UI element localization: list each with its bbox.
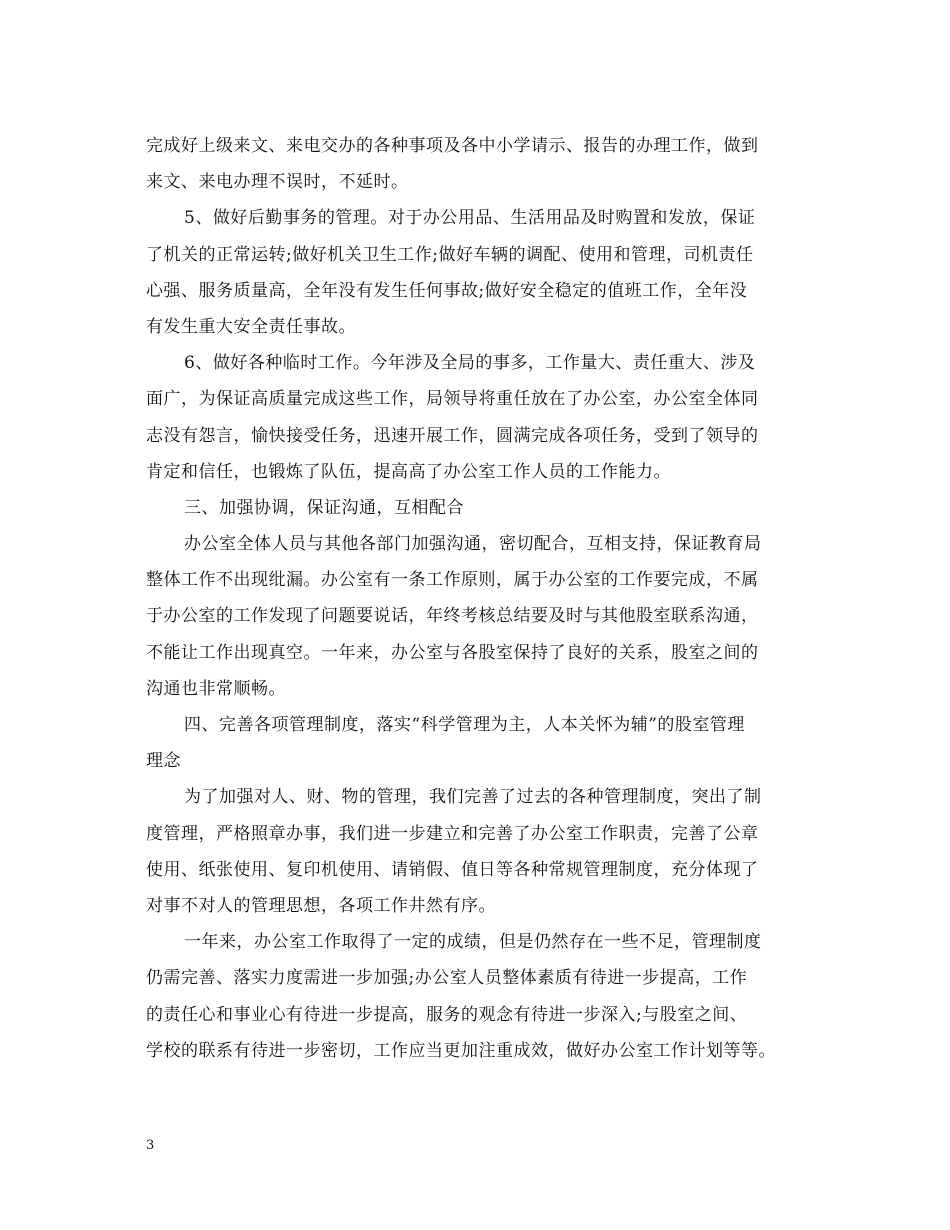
text-line: 不能让工作出现真空。一年来，办公室与各股室保持了良好的关系，股室之间的 — [146, 642, 759, 663]
text-line: 于办公室的工作发现了问题要说话，年终考核总结要及时与其他股室联系沟通， — [146, 606, 759, 627]
text-line: 了机关的正常运转;做好机关卫生工作;做好车辆的调配、使用和管理，司机责任 — [146, 244, 754, 265]
text-line: 度管理，严格照章办事，我们进一步建立和完善了办公室工作职责，完善了公章 — [146, 823, 759, 844]
text-line: 心强、服务质量高，全年没有发生任何事故;做好安全稳定的值班工作，全年没 — [146, 280, 748, 301]
text-line: 整体工作不出现纰漏。办公室有一条工作原则，属于办公室的工作要完成，不属 — [146, 570, 759, 591]
text-line: 学校的联系有待进一步密切，工作应当更加注重成效，做好办公室工作计划等等。 — [146, 1040, 776, 1061]
text-line: 对事不对人的管理思想，各项工作井然有序。 — [146, 895, 496, 916]
text-line: 面广，为保证高质量完成这些工作，局领导将重任放在了办公室，办公室全体同 — [146, 389, 759, 410]
text-line: 完成好上级来文、来电交办的各种事项及各中小学请示、报告的办理工作，做到 — [146, 136, 759, 156]
text-line: 有发生重大安全责任事故。 — [146, 316, 356, 337]
text-line: 志没有怨言，愉快接受任务，迅速开展工作，圆满完成各项任务，受到了领导的 — [146, 425, 759, 446]
text-line: 5、做好后勤事务的管理。对于办公用品、生活用品及时购置和发放，保证 — [184, 208, 756, 229]
page-number: 3 — [146, 1138, 155, 1153]
text-line: 四、完善各项管理制度，落实“科学管理为主，人本关怀为辅”的股室管理 — [184, 715, 745, 735]
text-line: 三、加强协调，保证沟通，互相配合 — [184, 497, 464, 518]
text-line: 肯定和信任，也锻炼了队伍，提高高了办公室工作人员的工作能力。 — [146, 461, 671, 482]
text-line: 为了加强对人、财、物的管理，我们完善了过去的各种管理制度，突出了制 — [184, 787, 762, 808]
text-line: 使用、纸张使用、复印机使用、请销假、值日等各种常规管理制度，充分体现了 — [146, 859, 759, 880]
text-line: 沟通也非常顺畅。 — [146, 678, 286, 699]
text-line: 理念 — [146, 751, 181, 772]
text-line: 办公室全体人员与其他各部门加强沟通，密切配合，互相支持，保证教育局 — [184, 534, 762, 555]
document-body — [146, 128, 822, 1069]
text-line: 来文、来电办理不误时，不延时。 — [146, 172, 409, 193]
text-line: 6、做好各种临时工作。今年涉及全局的事多，工作量大、责任重大、涉及 — [184, 353, 756, 374]
text-line: 仍需完善、落实力度需进一步加强;办公室人员整体素质有待进一步提高，工作 — [146, 968, 748, 989]
text-line: 的责任心和事业心有待进一步提高，服务的观念有待进一步深入;与股室之间、 — [146, 1004, 748, 1025]
text-line: 一年来，办公室工作取得了一定的成绩，但是仍然存在一些不足，管理制度 — [184, 932, 762, 953]
